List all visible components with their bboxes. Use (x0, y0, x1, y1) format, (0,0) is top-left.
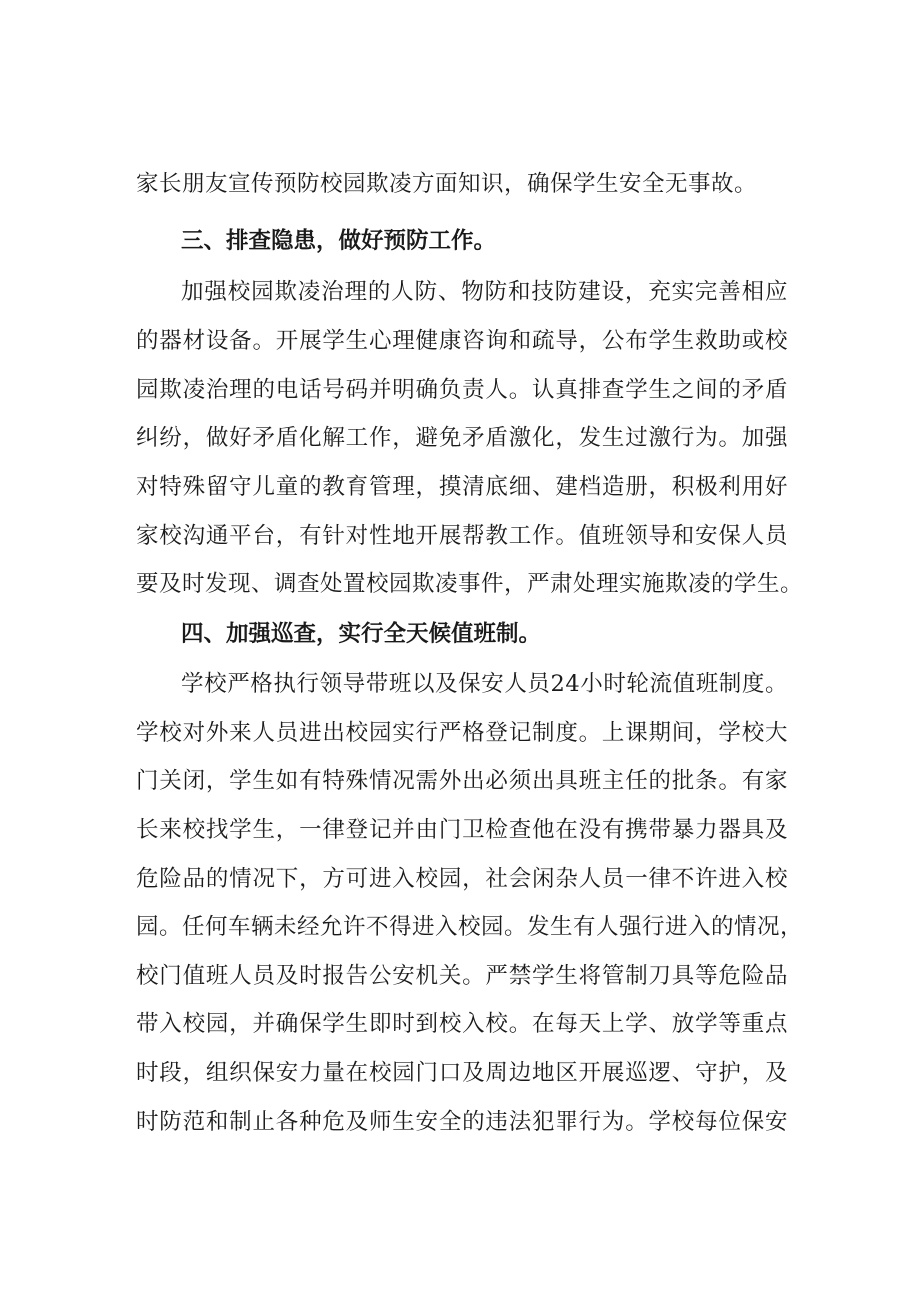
paragraph-line: 学校严格执行领导带班以及保安人员24小时轮流值班制度。 (181, 671, 788, 697)
paragraph-line: 门关闭，学生如有特殊情况需外出必须出具班主任的批条。有家 (136, 768, 788, 794)
paragraph-line: 时防范和制止各种危及师生安全的违法犯罪行为。学校每位保安 (136, 1109, 788, 1135)
paragraph-line: 家长朋友宣传预防校园欺凌方面知识，确保学生安全无事故。 (136, 171, 758, 197)
paragraph-line: 家校沟通平台，有针对性地开展帮教工作。值班领导和安保人员 (136, 523, 788, 549)
paragraph-line: 园。任何车辆未经允许不得进入校园。发生有人强行进入的情况， (136, 914, 804, 940)
paragraph-line: 园欺凌治理的电话号码并明确负责人。认真排查学生之间的矛盾 (136, 377, 788, 403)
paragraph-line: 危险品的情况下，方可进入校园，社会闲杂人员一律不许进入校 (136, 866, 788, 892)
paragraph-line: 加强校园欺凌治理的人防、物防和技防建设，充实完善相应 (181, 279, 788, 305)
paragraph-line: 带入校园，并确保学生即时到校入校。在每天上学、放学等重点 (136, 1011, 788, 1037)
section-heading-4: 四、加强巡查，实行全天候值班制。 (181, 621, 542, 647)
paragraph-line: 要及时发现、调查处置校园欺凌事件，严肃处理实施欺凌的学生。 (136, 571, 804, 597)
paragraph-line: 时段，组织保安力量在校园门口及周边地区开展巡逻、守护，及 (136, 1060, 788, 1086)
paragraph-line: 对特殊留守儿童的教育管理，摸清底细、建档造册，积极利用好 (136, 474, 788, 500)
paragraph-line: 纠纷，做好矛盾化解工作，避免矛盾激化，发生过激行为。加强 (136, 425, 788, 451)
section-heading-3: 三、排查隐患，做好预防工作。 (181, 228, 497, 254)
paragraph-line: 的器材设备。开展学生心理健康咨询和疏导，公布学生救助或校 (136, 328, 788, 354)
paragraph-line: 校门值班人员及时报告公安机关。严禁学生将管制刀具等危险品 (136, 963, 788, 989)
paragraph-line: 长来校找学生，一律登记并由门卫检查他在没有携带暴力器具及 (136, 817, 788, 843)
paragraph-line: 学校对外来人员进出校园实行严格登记制度。上课期间，学校大 (136, 720, 788, 746)
